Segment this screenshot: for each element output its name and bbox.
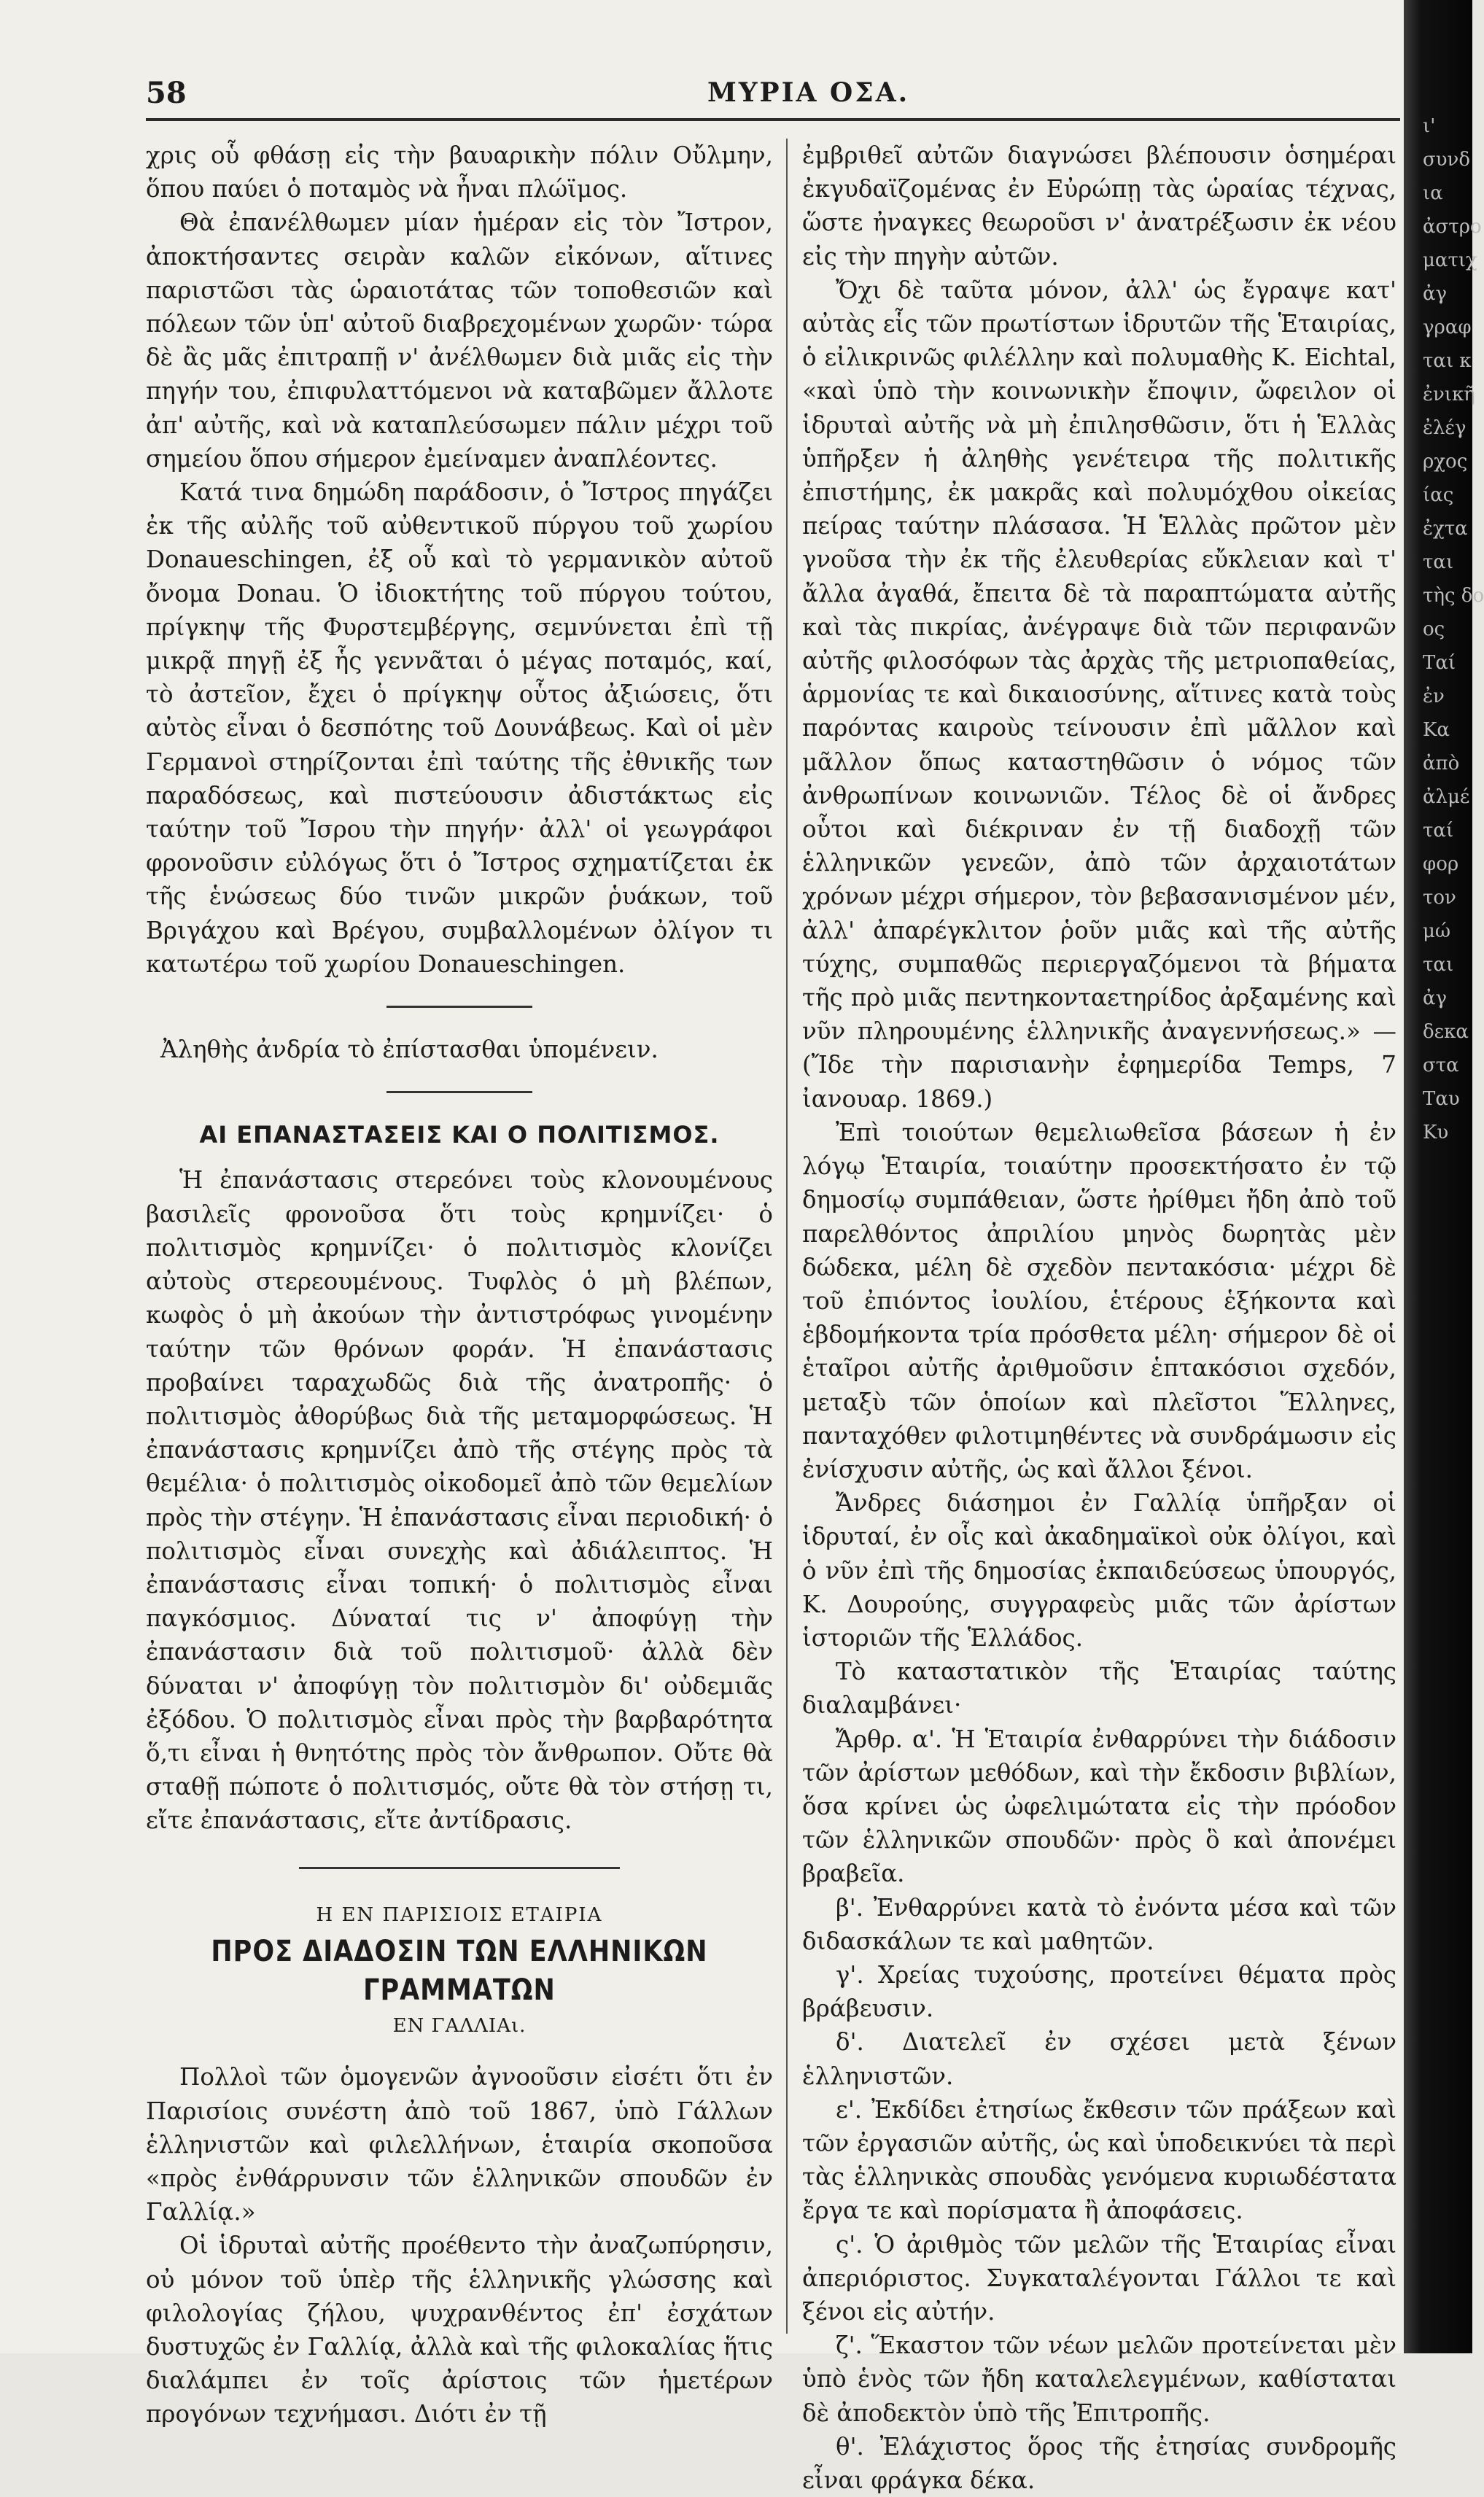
adjacent-fragment: ι' [1423,115,1436,137]
adjacent-fragment: ἀλμέ [1423,786,1470,808]
adjacent-fragment: ἀγ [1423,283,1448,305]
article-kicker: Η ΕΝ ΠΑΡΙΣΙΟΙΣ ΕΤΑΙΡΙΑ [316,1903,603,1926]
adjacent-fragment: στα [1423,1055,1459,1076]
page-number: 58 [146,76,187,110]
adjacent-fragment: τον [1423,887,1456,909]
article-heading: ΑΙ ΕΠΑΝΑΣΤΑΣΕΙΣ ΚΑΙ Ο ΠΟΛΙΤΙΣΜΟΣ. [199,1121,720,1149]
statute-article: ε'. Ἐκδίδει ἐτησίως ἔκθεσιν τῶν πράξεων καὶ τῶν ἐργασιῶν αὐτῆς, ὡς καὶ ὑποδεικνύει τὰ περὶ τὰς ἑλληνικὰς σπουδὰς γενόμενα κυριωδέστατα ἔργα τε καὶ πορίσματα ἢ ἀποφάσεις. [802,2095,1396,2225]
statute-article: ς'. Ὁ ἀριθμὸς τῶν μελῶν τῆς Ἑταιρίας εἶναι ἀπεριόριστος. Συγκαταλέγονται Γάλλοι τε καὶ ξένοι εἰς αὐτήν. [802,2230,1396,2326]
adjacent-fragment: ται [1423,551,1454,573]
left-column [146,139,773,2428]
adjacent-fragment: τὴς δο [1423,585,1484,607]
adjacent-fragment: συνδ [1423,149,1471,171]
paragraph: Θὰ ἐπανέλθωμεν μίαν ἡμέραν εἰς τὸν Ἴστρον, ἀποκτήσαντες σειρὰν καλῶν εἰκόνων, αἵτινες παριστῶσι τὰς ὡραιοτάτας τῶν τοποθεσιῶν καὶ πόλεων τῶν ὑπ' αὐτοῦ διαβρεχομένων χωρῶν· τώρα δὲ ἂς μᾶς ἐπιτραπῇ ν' ἀνέλθωμεν διὰ μιᾶς εἰς τὴν πηγήν του, ἐπιφυλαττόμενοι νὰ καταβῶμεν ἄλλοτε ἀπ' αὐτῆς, καὶ νὰ καταπλεύσωμεν πάλιν μέχρι τοῦ σημείου ὅπου σήμερον ἐμείναμεν ἀναπλέοντες. [146,209,773,473]
adjacent-fragment: ἐν [1423,686,1445,707]
section-rule [386,1091,532,1093]
adjacent-fragment: ρχος [1423,451,1468,473]
paragraph: Πολλοὶ τῶν ὁμογενῶν ἀγνοοῦσιν εἰσέτι ὅτι ἐν Παρισίοις συνέστη ἀπὸ τοῦ 1867, ὑπὸ Γάλλων ἑλληνιστῶν καὶ φιλελλήνων, ἑταιρία σκοποῦσα «πρὸς ἐνθάρρυνσιν τῶν ἑλληνικῶν σπουδῶν ἐν Γαλλίᾳ.» [146,2063,773,2226]
column-divider [786,139,788,2334]
running-title: ΜΥΡΙΑ ΟΣΑ. [707,77,910,108]
header-rule [146,118,1400,121]
adjacent-fragment: μώ [1423,920,1451,942]
paragraph: Ἐπὶ τοιούτων θεμελιωθεῖσα βάσεων ἡ ἐν λόγῳ Ἑταιρία, τοιαύτην προσεκτήσατο ἐν τῷ δημοσίῳ συμπάθειαν, ὥστε ἠρίθμει ἤδη ἀπὸ τοῦ παρελθόντος ἀπριλίου μηνὸς δωρητὰς μὲν δώδεκα, μέλη δὲ σχεδὸν πεντακόσια· μέχρι δὲ τοῦ ἐπιόντος ἰουλίου, ἑτέρους ἑξήκοντα καὶ ἑβδομήκοντα τρία πρόσθετα μέλη· σήμερον δὲ οἱ ἑταῖροι αὐτῆς ἀριθμοῦσιν ἑπτακόσιοι σχεδόν, μεταξὺ τῶν ὁποίων καὶ πλεῖστοι Ἕλληνες, πανταχόθεν φιλοτιμηθέντες νὰ συνδράμωσιν εἰς ἐνίσχυσιν αὐτῆς, ὡς καὶ ἄλλοι ξένοι. [802,1118,1396,1483]
article-body: Ἡ ἐπανάστασις στερεόνει τοὺς κλονουμένους βασιλεῖς φρονοῦσα ὅτι τοὺς κρημνίζει· ὁ πολιτισμὸς κρημνίζει· ὁ πολιτισμὸς κλονίζει αὐτοὺς στερεουμένους. Τυφλὸς ὁ μὴ βλέπων, κωφὸς ὁ μὴ ἀκούων τὴν ἀντιστρόφως γινομένην ταύτην τῶν θρόνων φοράν. Ἡ ἐπανάστασις προβαίνει ταραχωδῶς διὰ τῆς ἀνατροπῆς· ὁ πολιτισμὸς ἀθορύβως διὰ τῆς μεταμορφώσεως. Ἡ ἐπανάστασις κρημνίζει ἀπὸ τῆς στέγης πρὸς τὰ θεμέλια· ὁ πολιτισμὸς οἰκοδομεῖ ἀπὸ τῶν θεμελίων πρὸς τὴν στέγην. Ἡ ἐπανάστασις εἶναι περιοδική· ὁ πολιτισμὸς εἶναι συνεχὴς καὶ ἀδιάλειπτος. Ἡ ἐπανάστασις εἶναι τοπική· ὁ πολιτισμὸς εἶναι παγκόσμιος. Δύναταί τις ν' ἀποφύγῃ τὴν ἐπανάστασιν διὰ τοῦ πολιτισμοῦ· ἀλλὰ δὲν δύναται ν' ἀποφύγῃ τὸν πολιτισμὸν δι' οὐδεμιᾶς ἐξόδου. Ὁ πολιτισμὸς εἶναι πρὸς τὴν βαρβαρότητα ὅ,τι εἶναι ἡ θνητότης πρὸς τὸν ἄνθρωπον. Οὔτε θὰ σταθῇ πώποτε ὁ πολιτισμός, οὔτε θὰ τὸν στήσῃ τι, εἴτε ἐπανάστασις, εἴτε ἀντίδρασις. [146,1166,773,1835]
adjacent-fragment: ἀστρο [1423,216,1482,238]
article-subkicker: ΕΝ ΓΑΛΛΙΑι. [392,2015,527,2038]
adjacent-fragment: γραφ [1423,317,1472,338]
section-rule [386,1006,532,1008]
adjacent-fragment: Κυ [1423,1122,1449,1143]
adjacent-fragment: Ταυ [1423,1088,1460,1110]
paragraph: Ὄχι δὲ ταῦτα μόνον, ἀλλ' ὡς ἔγραψε κατ' αὐτὰς εἷς τῶν πρωτίστων ἱδρυτῶν τῆς Ἑταιρίας, ὁ εἰλικρινῶς φιλέλλην καὶ πολυμαθὴς Κ. Eichtal, «καὶ ὑπὸ τὴν κοινωνικὴν ἔποψιν, ὤφειλον οἱ ἱδρυταὶ αὐτῆς νὰ μὴ ἐπιλησθῶσιν, ὅτι ἡ Ἑλλὰς ὑπῆρξεν ἡ ἀληθὴς γενέτειρα τῆς πολιτικῆς ἐπιστήμης, ἐκ μακρᾶς καὶ πολυμόχθου οἰκείας πείρας ταύτην πλάσασα. Ἡ Ἑλλὰς πρῶτον μὲν γνοῦσα τὴν ἐκ τῆς ἐλευθερίας εὔκλειαν καὶ τ' ἄλλα ἀγαθά, ἔπειτα δὲ τὰ παραπτώματα αὐτῆς καὶ τὰς πικρίας, ἀνέγραψε διὰ τῶν περιφανῶν αὐτῆς φιλοσόφων τὰς ἀρχὰς τῆς μετριοπαθείας, ἁρμονίας τε καὶ δικαιοσύνης, αἵτινες κατὰ τοὺς παρόντας καιροὺς τείνουσιν ἐπὶ μᾶλλον καὶ μᾶλλον ὅπως καταστηθῶσιν ὁ νόμος τῶν ἀνθρωπίνων κοινωνιῶν. Τέλος δὲ οἱ ἄνδρες οὗτοι καὶ διέκριναν ἐν τῇ διαδοχῇ τῶν ἑλληνικῶν γενεῶν, ἀπὸ τῶν ἀρχαιοτάτων χρόνων μέχρι σήμερον, τὸν βεβασανισμένον μέν, ἀλλ' ἀπαρέγκλιτον ῥοῦν μιᾶς καὶ τῆς αὐτῆς τύχης, συμπαθῶς περιεργαζόμενοι τὰ βήματα τῆς πρὸ μιᾶς πεντηκονταετηρίδος ἀρξαμένης καὶ νῦν πληρουμένης ἑλληνικῆς ἀναγεννήσεως.» — (Ἴδε τὴν παρισιανὴν ἐφημερίδα Temps, 7 ἰανουαρ. 1869.) [802,276,1396,1113]
statute-article: Ἄρθρ. α'. Ἡ Ἑταιρία ἐνθαρρύνει τὴν διάδοσιν τῶν ἀρίστων μεθόδων, καὶ τὴν ἔκδοσιν βιβλίων, ὅσα κρίνει ὡς ὠφελιμώτατα εἰς τὴν πρόοδον τῶν ἑλληνικῶν σπουδῶν· πρὸς ὃ καὶ ἀπονέμει βραβεῖα. [802,1725,1396,1888]
adjacent-fragment: ος [1423,618,1445,640]
adjacent-fragment: ια [1423,182,1443,204]
paragraph: Κατά τινα δημώδη παράδοσιν, ὁ Ἴστρος πηγάζει ἐκ τῆς αὐλῆς τοῦ αὐθεντικοῦ πύργου τοῦ χωρίου Donaueschingen, ἐξ οὗ καὶ τὸ γερμανικὸν αὐτοῦ ὄνομα Donau. Ὁ ἰδιοκτήτης τοῦ πύργου τούτου, πρίγκηψ τῆς Φυρστεμβέργης, σεμνύνεται ἐπὶ τῇ μικρᾷ πηγῇ ἐξ ἧς γεννᾶται ὁ μέγας ποταμός, καί, τὸ ἀστεῖον, ἔχει ὁ πρίγκηψ οὗτος ἀξιώσεις, ὅτι αὐτὸς εἶναι ὁ δεσπότης τοῦ Δουνάβεως. Καὶ οἱ μὲν Γερμανοὶ στηρίζονται ἐπὶ ταύτης τῆς ἐθνικῆς των παραδόσεως, καὶ πιστεύουσιν ἀδιστάκτως εἰς ταύτην τοῦ Ἴσρου τὴν πηγήν· ἀλλ' οἱ γεωγράφοι φρονοῦσιν εὐλόγως ὅτι ὁ Ἴστρος σχηματίζεται ἐκ τῆς ἑνώσεως δύο τινῶν μικρῶν ῥυάκων, τοῦ Βριγάχου καὶ Βρέγου, συμβαλλομένων ὀλίγον τι κατωτέρω τοῦ χωρίου Donaueschingen. [146,478,773,978]
adjacent-fragment: ἐχτα [1423,518,1468,540]
adjacent-fragment: ματιχ [1423,249,1477,271]
adjacent-fragment: Ταί [1423,652,1456,674]
adjacent-fragment: φορ [1423,853,1459,875]
statute-article: β'. Ἐνθαρρύνει κατὰ τὸ ἐνόντα μέσα καὶ τῶν διδασκάλων τε καὶ μαθητῶν. [802,1893,1396,1955]
adjacent-page-fragments [1396,109,1484,2353]
statute-article: θ'. Ἐλάχιστος ὅρος τῆς ἐτησίας συνδρομῆς εἶναι φράγκα δέκα. [802,2432,1396,2495]
adjacent-fragment: ἐλέγ [1423,417,1466,439]
adjacent-fragment: ἀγ [1423,987,1448,1009]
paragraph: χρις οὗ φθάσῃ εἰς τὴν βαυαρικὴν πόλιν Οὔλμην, ὅπου παύει ὁ ποταμὸς νὰ ἦναι πλώϊμος. [146,141,773,203]
adjacent-fragment: ἀπὸ [1423,753,1460,774]
article-heading: ΠΡΟΣ ΔΙΑΔΟΣΙΝ ΤΩΝ ΕΛΛΗΝΙΚΩΝ ΓΡΑΜΜΑΤΩΝ [211,1935,708,2008]
paragraph: Ἄνδρες διάσημοι ἐν Γαλλίᾳ ὑπῆρξαν οἱ ἱδρυταί, ἐν οἷς καὶ ἀκαδημαϊκοὶ οὐκ ὀλίγοι, καὶ ὁ νῦν ἐπὶ τῆς δημοσίας ἐκπαιδεύσεως ὑπουργός, Κ. Δουρούης, συγγραφεὺς μιᾶς τῶν ἀρίστων ἱστοριῶν τῆς Ἑλλάδος. [802,1489,1396,1652]
maxim: Ἀληθὴς ἀνδρία τὸ ἐπίστασθαι ὑπομένειν. [160,1036,659,1064]
page-header [146,73,1393,117]
adjacent-fragment: ταί [1423,820,1454,842]
adjacent-fragment: ἐνικῆ [1423,384,1475,405]
adjacent-fragment: δεκα [1423,1021,1469,1043]
statute-article: γ'. Χρείας τυχούσης, προτείνει θέματα πρὸς βράβευσιν. [802,1960,1396,2023]
adjacent-fragment: ίας [1423,484,1454,506]
paragraph: ἐμβριθεῖ αὐτῶν διαγνώσει βλέπουσιν ὁσημέραι ἐκγυδαϊζομένας ἐν Εὐρώπῃ τὰς ὡραίας τέχνας, ὥστε ἠναγκες θεωροῦσι ν' ἀνατρέξωσιν ἐκ νέου εἰς τὴν πηγὴν αὐτῶν. [802,141,1396,271]
section-rule [299,1867,620,1869]
right-column [802,139,1396,2495]
adjacent-fragment: ται [1423,954,1454,976]
adjacent-fragment: ται κ [1423,350,1472,372]
statute-article: δ'. Διατελεῖ ἐν σχέσει μετὰ ξένων ἑλληνιστῶν. [802,2028,1396,2090]
statute-article: ζ'. Ἕκαστον τῶν νέων μελῶν προτείνεται μὲν ὑπὸ ἑνὸς τῶν ἤδη καταλελεγμένων, καθίσταται δὲ ἀποδεκτὸν ὑπὸ τῆς Ἐπιτροπῆς. [802,2331,1396,2427]
adjacent-fragment: Κα [1423,719,1450,741]
paragraph: Τὸ καταστατικὸν τῆς Ἑταιρίας ταύτης διαλαμβάνει· [802,1658,1396,1720]
paragraph: Οἱ ἱδρυταὶ αὐτῆς προέθεντο τὴν ἀναζωπύρησιν, οὐ μόνον τοῦ ὑπὲρ τῆς ἑλληνικῆς γλώσσης καὶ φιλολογίας ζήλου, ψυχρανθέντος ἐπ' ἐσχάτων δυστυχῶς ἐν Γαλλίᾳ, ἀλλὰ καὶ τῆς φιλοκαλίας ἥτις διαλάμπει ἐν τοῖς ἀρίστοις τῶν ἡμετέρων προγόνων τεχνήμασι. Διότι ἐν τῇ [146,2232,773,2428]
